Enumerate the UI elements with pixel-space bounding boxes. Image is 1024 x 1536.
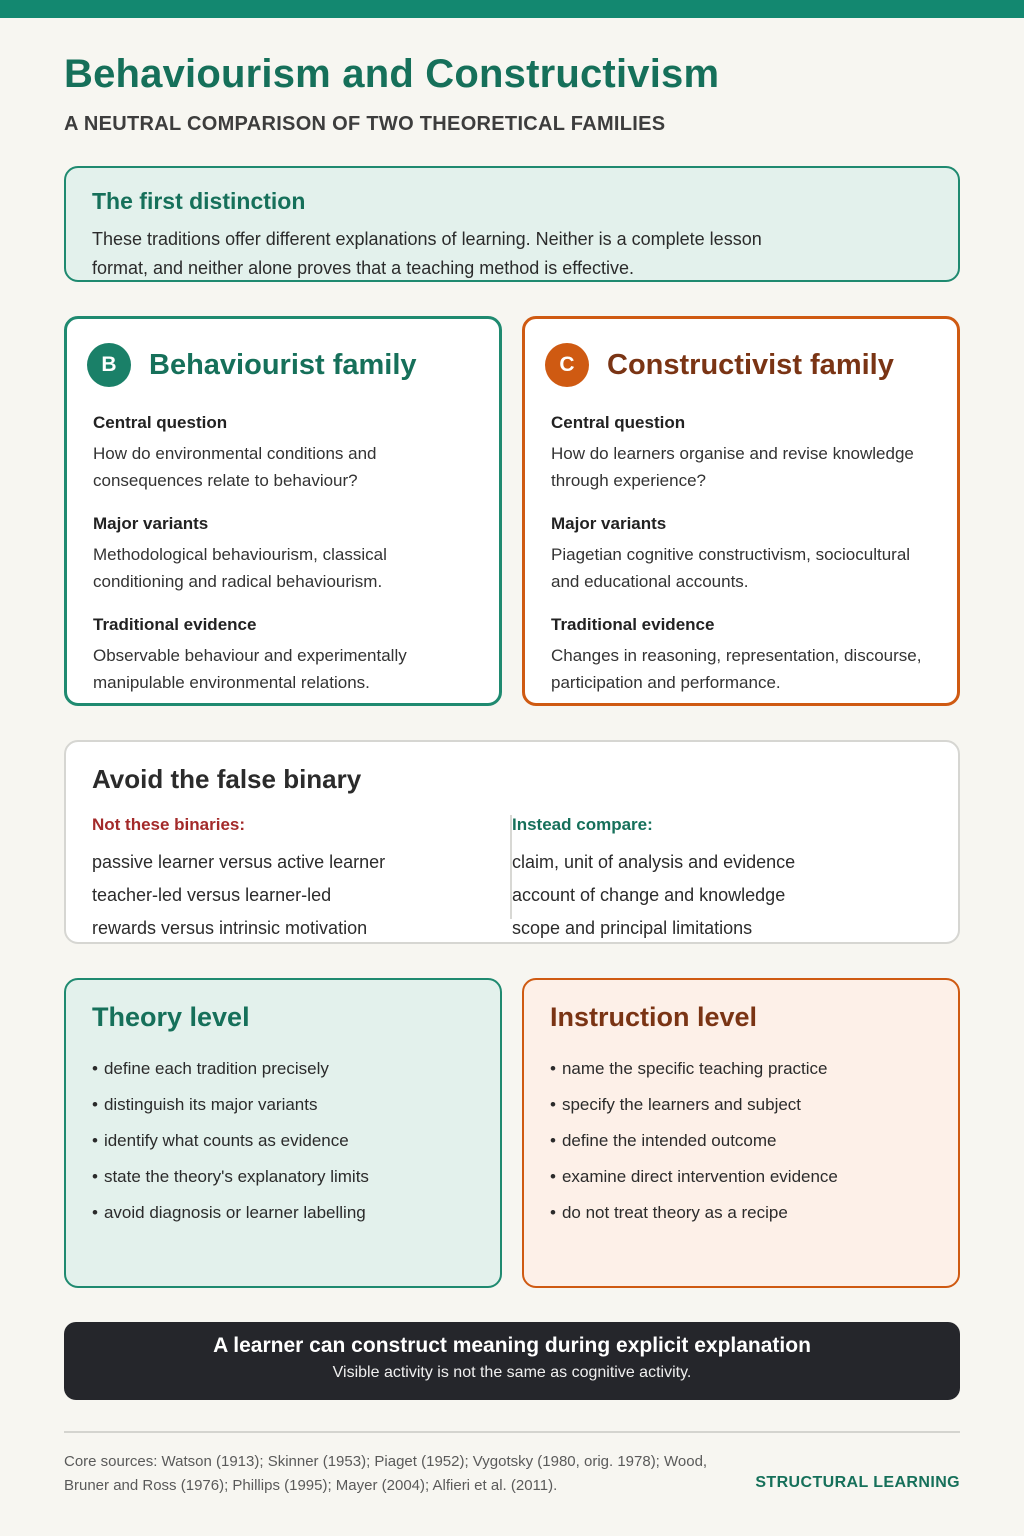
constructivist-title: Constructivist family — [607, 348, 894, 381]
behaviourist-major-variants — [93, 514, 473, 595]
list-item: teacher-led versus learner-led — [92, 885, 332, 905]
constructivist-family-card — [522, 316, 960, 706]
list-item: • specify the learners and subject — [550, 1087, 932, 1123]
page-title: Behaviourism and Constructivism — [64, 52, 720, 96]
instead-compare-list — [512, 846, 932, 945]
section-heading: Traditional evidence — [93, 615, 257, 634]
list-item: • define each tradition precisely — [92, 1051, 474, 1087]
instruction-level-card — [522, 978, 960, 1288]
section-text: Piagetian cognitive constructivism, sociocultural and educational accounts. — [551, 545, 911, 591]
section-heading: Central question — [93, 413, 228, 432]
callout-main-text: A learner can construct meaning during explicit explanation — [213, 1334, 811, 1357]
list-item: rewards versus intrinsic motivation — [92, 918, 368, 938]
instruction-level-list — [550, 1051, 932, 1231]
list-item: scope and principal limitations — [512, 918, 753, 938]
section-text: Observable behaviour and experimentally manipulable environmental relations. — [93, 646, 407, 692]
key-message-callout — [64, 1322, 960, 1400]
section-text: Methodological behaviourism, classical conditioning and radical behaviourism. — [93, 545, 387, 591]
theory-level-heading: Theory level — [92, 1002, 250, 1032]
footer-divider — [64, 1431, 960, 1433]
column-divider — [510, 815, 512, 919]
not-these-heading: Not these binaries: — [92, 815, 246, 834]
list-item: • avoid diagnosis or learner labelling — [92, 1195, 474, 1231]
list-item: • distinguish its major variants — [92, 1087, 474, 1123]
not-these-column — [92, 815, 512, 945]
false-binary-panel — [64, 740, 960, 944]
instruction-level-heading: Instruction level — [550, 1002, 758, 1032]
binary-columns — [92, 815, 932, 945]
section-heading: Major variants — [93, 514, 209, 533]
list-item: • state the theory's explanatory limits — [92, 1159, 474, 1195]
behaviourist-family-card — [64, 316, 502, 706]
section-text: Changes in reasoning, representation, discourse, participation and performance. — [551, 646, 922, 692]
constructivist-central-question — [551, 413, 931, 494]
constructivist-header — [545, 343, 931, 387]
constructivist-badge: C — [545, 343, 589, 387]
first-distinction-panel — [64, 166, 960, 282]
behaviourist-title: Behaviourist family — [149, 348, 417, 381]
distinction-heading: The first distinction — [92, 188, 306, 214]
top-accent-bar — [0, 0, 1024, 18]
constructivist-major-variants — [551, 514, 931, 595]
list-item: claim, unit of analysis and evidence — [512, 852, 796, 872]
theory-level-list — [92, 1051, 474, 1231]
list-item: • examine direct intervention evidence — [550, 1159, 932, 1195]
section-text: How do learners organise and revise knowledge through experience? — [551, 444, 914, 490]
section-text: How do environmental conditions and consequences relate to behaviour? — [93, 444, 377, 490]
behaviourist-header — [87, 343, 473, 387]
section-heading: Traditional evidence — [551, 615, 715, 634]
theory-level-card — [64, 978, 502, 1288]
behaviourist-badge: B — [87, 343, 131, 387]
not-these-list — [92, 846, 512, 945]
list-item: • identify what counts as evidence — [92, 1123, 474, 1159]
behaviourist-traditional-evidence — [93, 615, 473, 696]
page-subtitle: A NEUTRAL COMPARISON OF TWO THEORETICAL FAMILIES — [64, 113, 666, 135]
list-item: • do not treat theory as a recipe — [550, 1195, 932, 1231]
list-item: • name the specific teaching practice — [550, 1051, 932, 1087]
false-binary-heading: Avoid the false binary — [92, 764, 362, 794]
core-sources: Core sources: Watson (1913); Skinner (1953); Piaget (1952); Vygotsky (1980, orig. 1978); Wood, Bruner and Ross (1976); Phillips (1995); Mayer (2004); Alfieri et al. (2011). — [64, 1453, 708, 1494]
brand-name: STRUCTURAL LEARNING — [755, 1474, 960, 1491]
callout-sub-text: Visible activity is not the same as cognitive activity. — [332, 1364, 692, 1381]
distinction-text: These traditions offer different explanations of learning. Neither is a complete lesson format, and neither alone proves that a teaching method is effective. — [92, 229, 762, 278]
behaviourist-central-question — [93, 413, 473, 494]
instead-compare-column — [512, 815, 932, 945]
section-heading: Major variants — [551, 514, 667, 533]
list-item: • define the intended outcome — [550, 1123, 932, 1159]
instead-compare-heading: Instead compare: — [512, 815, 653, 834]
constructivist-traditional-evidence — [551, 615, 931, 696]
list-item: passive learner versus active learner — [92, 852, 386, 872]
list-item: account of change and knowledge — [512, 885, 786, 905]
section-heading: Central question — [551, 413, 686, 432]
